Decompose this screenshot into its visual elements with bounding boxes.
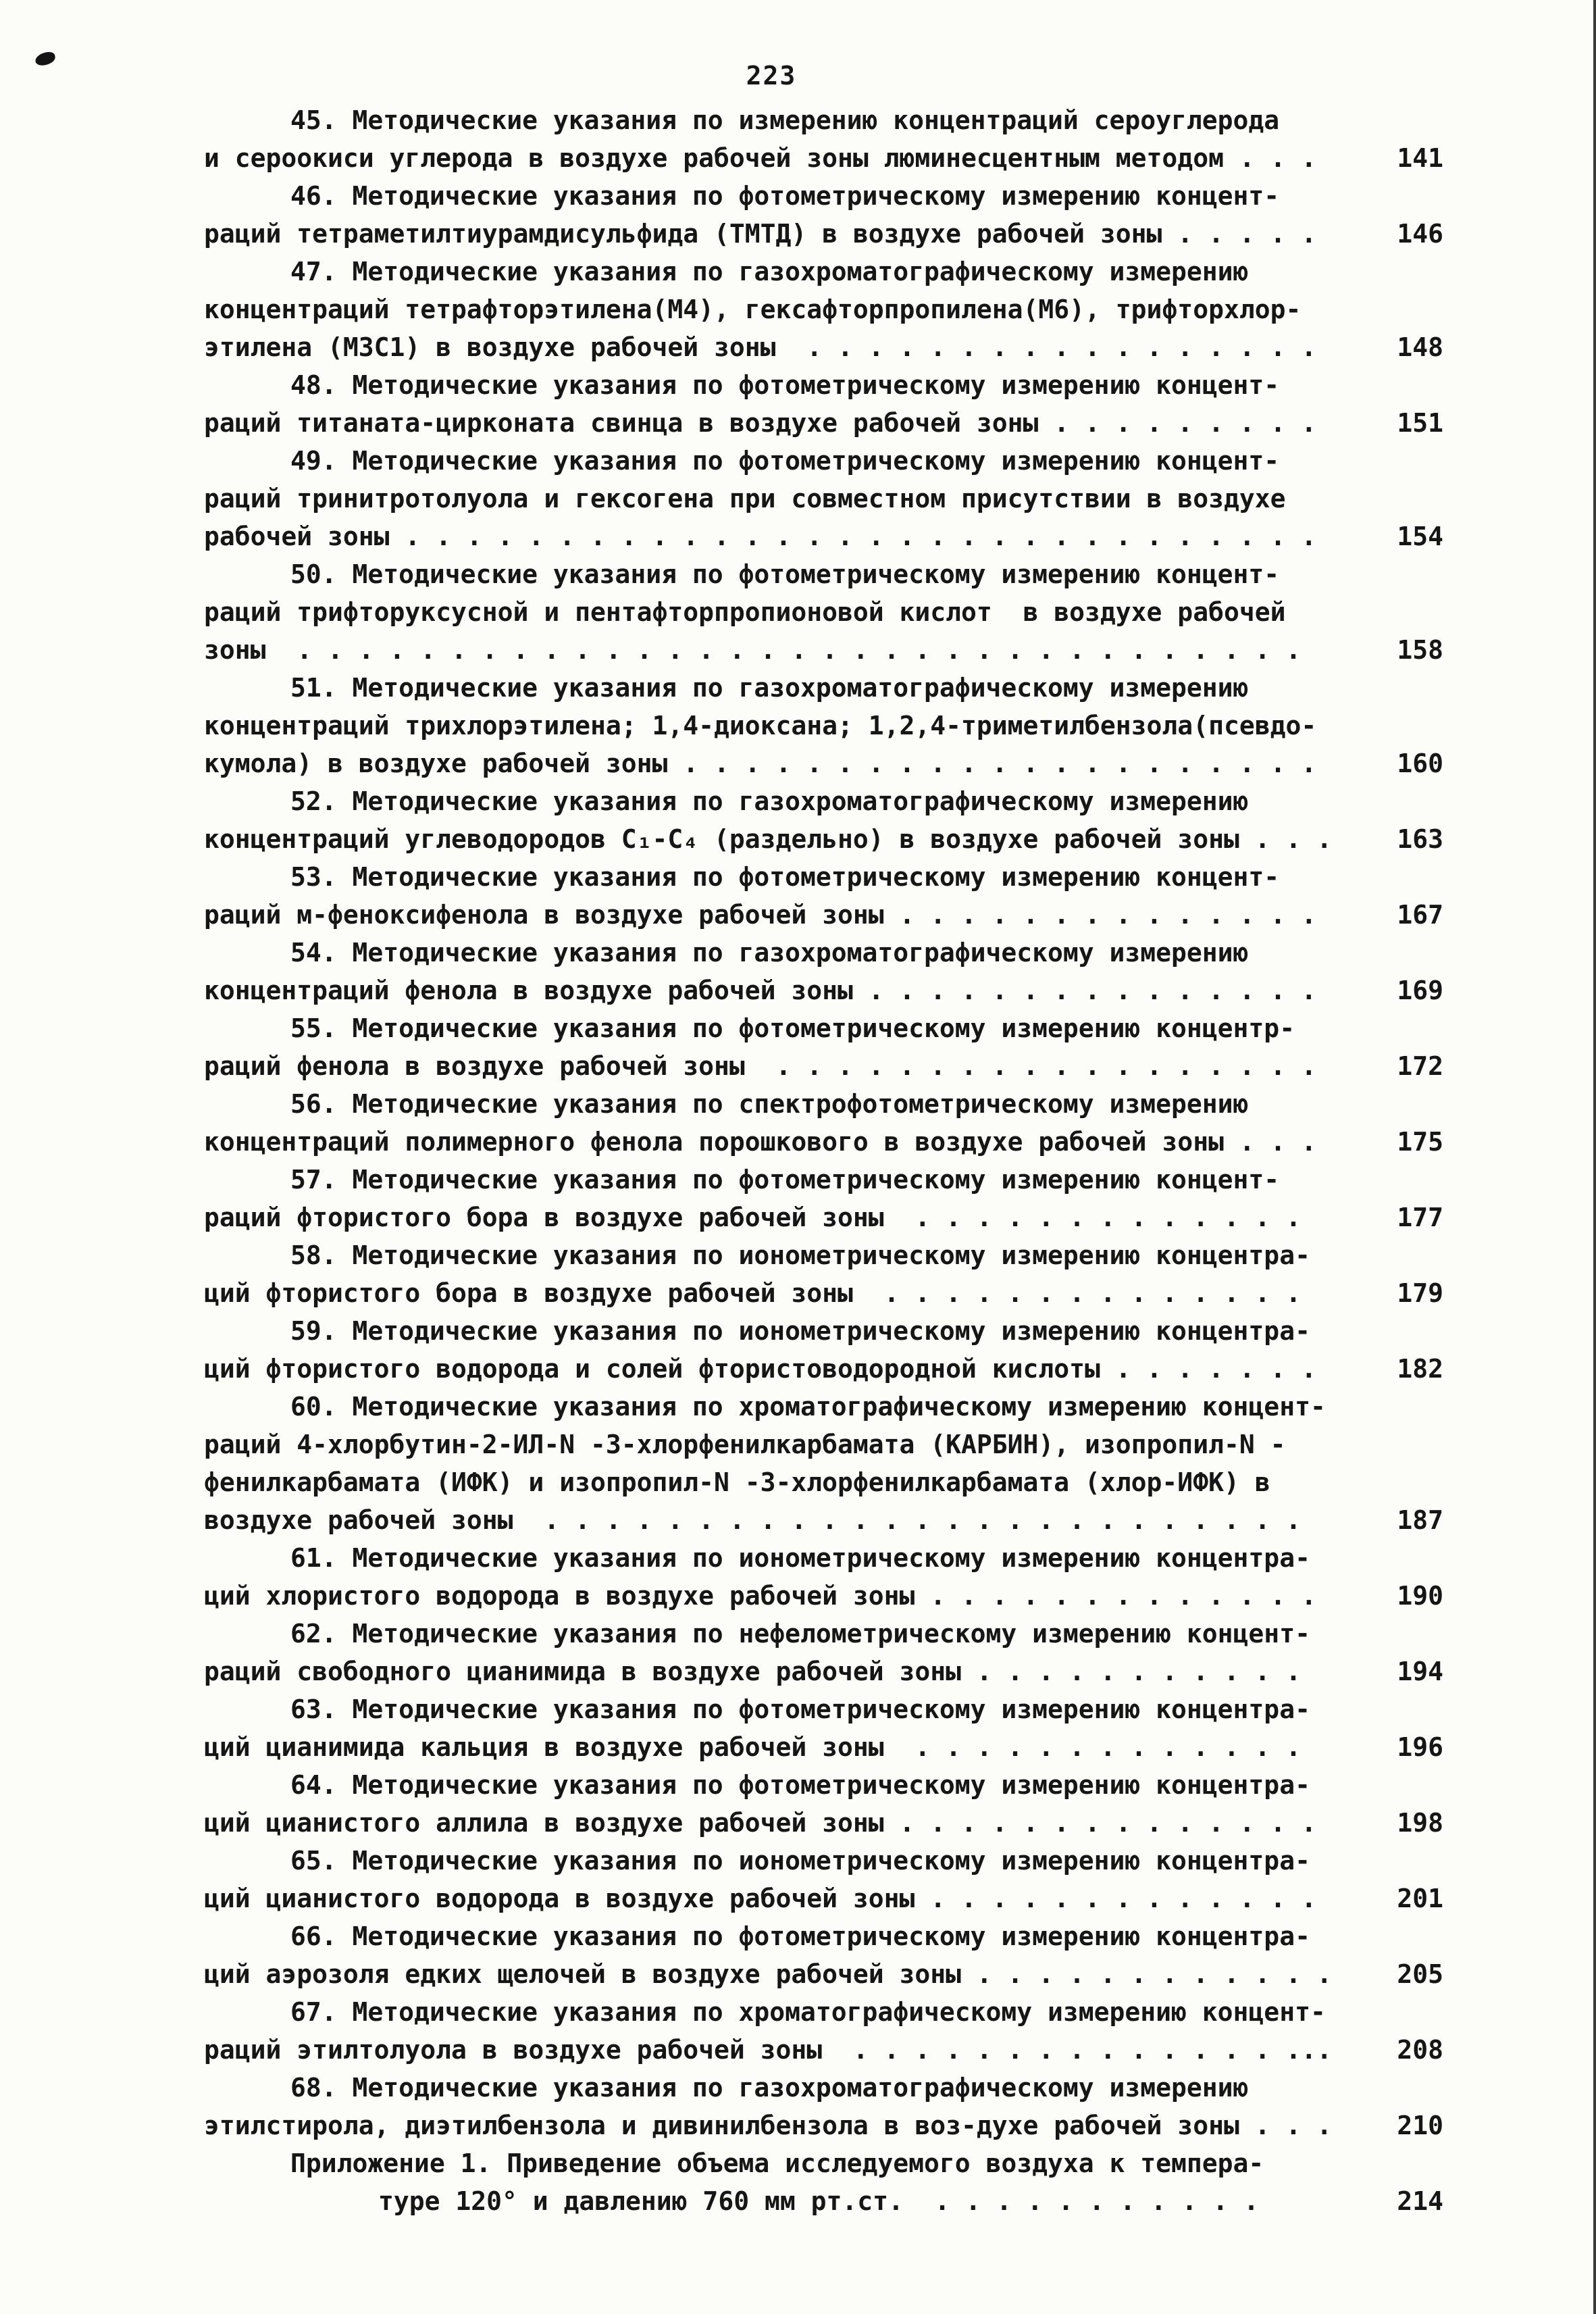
toc-entry (204, 2144, 1443, 2220)
toc-page-ref: 151 (1397, 408, 1443, 438)
toc-entry (204, 1615, 1443, 1690)
toc-entry (204, 253, 1443, 366)
toc-entry-line: 45. Методические указания по измерению концентраций сероуглерода (290, 105, 1280, 135)
toc-page-ref: 187 (1397, 1505, 1443, 1535)
scan-artifact-mark (34, 51, 56, 68)
toc-entry (204, 1161, 1443, 1236)
toc-entry-line: раций трифторуксусной и пентафторпропионовой кислот в воздухе рабочей (204, 597, 1286, 627)
toc-entry-line: ций хлористого водорода в воздухе рабочей зоны . . . . . . . . . . . . . (204, 1581, 1317, 1611)
toc-entry (204, 177, 1443, 253)
toc-entry-line: концентраций углеводородов С₁-С₄ (раздельно) в воздухе рабочей зоны . . . (204, 824, 1333, 854)
page-number: 223 (746, 61, 797, 91)
toc-page-ref: 146 (1397, 219, 1443, 249)
toc-entry-line: 66. Методические указания по фотометрическому измерению концентра- (290, 1921, 1310, 1951)
toc-page-ref: 201 (1397, 1884, 1443, 1913)
toc-entry-line: концентраций трихлорэтилена; 1,4-диоксана; 1,2,4-триметилбензола(псевдо- (204, 711, 1317, 740)
toc-entry-line: кумола) в воздухе рабочей зоны . . . . . . . . . . . . . . . . . . . . . (204, 749, 1317, 778)
toc-entry-line: 68. Методические указания по газохроматографическому измерению (290, 2073, 1249, 2103)
toc-entry (204, 2069, 1443, 2144)
toc-entry-line: зоны . . . . . . . . . . . . . . . . . . . . . . . . . . . . . . . . . (204, 635, 1302, 665)
toc-entry-line: 56. Методические указания по спектрофотометрическому измерению (290, 1089, 1249, 1119)
toc-page-ref: 175 (1397, 1127, 1443, 1157)
toc-entry (204, 1842, 1443, 1917)
toc-entry-line: 62. Методические указания по нефелометрическому измерению концент- (290, 1619, 1310, 1649)
toc-page-ref: 172 (1397, 1051, 1443, 1081)
toc-page-ref: 208 (1397, 2035, 1443, 2065)
toc-page-ref: 198 (1397, 1808, 1443, 1838)
toc-page-ref: 205 (1397, 1959, 1443, 1989)
toc-entry-line: этилена (М3С1) в воздухе рабочей зоны . . . . . . . . . . . . . . . . . (204, 332, 1317, 362)
toc-entry (204, 1009, 1443, 1085)
toc-entry (204, 1690, 1443, 1766)
toc-entry-line: раций 4-хлорбутин-2-ИЛ-N -3-хлорфенилкарбамата (КАРБИН), изопропил-N - (204, 1430, 1286, 1459)
toc-entry (204, 101, 1443, 177)
toc-entry-line: ций цианистого аллила в воздухе рабочей зоны . . . . . . . . . . . . . . (204, 1808, 1317, 1838)
toc-entry-line: концентраций полимерного фенола порошкового в воздухе рабочей зоны . . . (204, 1127, 1317, 1157)
toc-page-ref: 190 (1397, 1581, 1443, 1611)
toc-entry (204, 1388, 1443, 1539)
toc-entry-line: 58. Методические указания по ионометрическому измерению концентра- (290, 1240, 1310, 1270)
toc-entry-line: раций этилтолуола в воздухе рабочей зоны . . . . . . . . . . . . . . ... (204, 2035, 1333, 2065)
toc-entry-line: воздухе рабочей зоны . . . . . . . . . . . . . . . . . . . . . . . . . (204, 1505, 1302, 1535)
toc-entry (204, 1312, 1443, 1388)
toc-entry-line: раций фтористого бора в воздухе рабочей зоны . . . . . . . . . . . . . (204, 1203, 1302, 1232)
toc-entry (204, 669, 1443, 782)
toc-entry (204, 934, 1443, 1009)
toc-entry (204, 366, 1443, 442)
toc-page-ref: 141 (1397, 143, 1443, 173)
toc-entry-line: 67. Методические указания по хроматографическому измерению концент- (290, 1997, 1326, 2027)
toc-entry-line: 48. Методические указания по фотометрическому измерению концент- (290, 370, 1280, 400)
toc-entry-line: 60. Методические указания по хроматографическому измерению концент- (290, 1392, 1326, 1422)
toc-entry-line: 50. Методические указания по фотометрическому измерению концент- (290, 559, 1280, 589)
toc-entry-line: и сероокиси углерода в воздухе рабочей зоны люминесцентным методом . . . (204, 143, 1317, 173)
toc-entry-line: раций фенола в воздухе рабочей зоны . . . . . . . . . . . . . . . . . . (204, 1051, 1317, 1081)
toc-entry-line: туре 120° и давлению 760 мм рт.ст. . . . . . . . . . . . (378, 2186, 1260, 2216)
toc-entry-line: 49. Методические указания по фотометрическому измерению концент- (290, 446, 1280, 476)
toc-entry-line: Приложение 1. Приведение объема исследуемого воздуха к темпера- (290, 2148, 1264, 2178)
toc-entry-line: 47. Методические указания по газохроматографическому измерению (290, 257, 1249, 286)
toc-entry-line: 61. Методические указания по ионометрическому измерению концентра- (290, 1543, 1310, 1573)
toc-entry-line: 52. Методические указания по газохроматографическому измерению (290, 786, 1249, 816)
toc-entry-line: 54. Методические указания по газохроматографическому измерению (290, 938, 1249, 967)
toc-page-ref: 163 (1397, 824, 1443, 854)
toc-entry (204, 782, 1443, 858)
toc-entry-line: концентраций фенола в воздухе рабочей зоны . . . . . . . . . . . . . . . (204, 976, 1317, 1005)
toc-entry-line: раций тринитротолуола и гексогена при совместном присутствии в воздухе (204, 484, 1286, 513)
toc-entry (204, 1917, 1443, 1993)
toc-page-ref: 214 (1397, 2186, 1443, 2216)
toc-entry-line: ций цианимида кальция в воздухе рабочей зоны . . . . . . . . . . . . . (204, 1732, 1302, 1762)
toc-page-ref: 182 (1397, 1354, 1443, 1384)
toc-page-ref: 210 (1397, 2111, 1443, 2140)
toc-entry (204, 555, 1443, 669)
toc-entry-line: 65. Методические указания по ионометрическому измерению концентра- (290, 1846, 1310, 1876)
toc-entry-line: раций тетраметилтиурамдисульфида (ТМТД) в воздухе рабочей зоны . . . . . (204, 219, 1317, 249)
toc-entry-line: 64. Методические указания по фотометрическому измерению концентра- (290, 1770, 1310, 1800)
toc-entry-line: 55. Методические указания по фотометрическому измерению концентр- (290, 1013, 1295, 1043)
toc-entry-line: ций фтористого водорода и солей фтористоводородной кислоты . . . . . . . (204, 1354, 1317, 1384)
toc-entry-line: 57. Методические указания по фотометрическому измерению концент- (290, 1165, 1280, 1194)
toc-page-ref: 167 (1397, 900, 1443, 930)
toc-page-ref: 158 (1397, 635, 1443, 665)
toc-page-ref: 179 (1397, 1278, 1443, 1308)
toc-entry-line: 46. Методические указания по фотометрическому измерению концент- (290, 181, 1280, 211)
toc-entry-line: 53. Методические указания по фотометрическому измерению концент- (290, 862, 1280, 892)
toc-page-ref: 194 (1397, 1657, 1443, 1686)
toc-entry-line: 51. Методические указания по газохроматографическому измерению (290, 673, 1249, 703)
toc-entry-line: раций м-феноксифенола в воздухе рабочей зоны . . . . . . . . . . . . . . (204, 900, 1317, 930)
toc-entry-line: раций титаната-цирконата свинца в воздухе рабочей зоны . . . . . . . . . (204, 408, 1317, 438)
toc-entry (204, 1993, 1443, 2069)
scan-artifact-edge (1593, 0, 1596, 2314)
toc-entry-line: ций цианистого водорода в воздухе рабочей зоны . . . . . . . . . . . . . (204, 1884, 1317, 1913)
toc-entry-line: концентраций тетрафторэтилена(М4), гексафторпропилена(М6), трифторхлор- (204, 295, 1302, 324)
toc-entry-line: ций фтористого бора в воздухе рабочей зоны . . . . . . . . . . . . . . (204, 1278, 1302, 1308)
toc-page-ref: 154 (1397, 522, 1443, 551)
toc-page-ref: 177 (1397, 1203, 1443, 1232)
toc-page-ref: 196 (1397, 1732, 1443, 1762)
toc-entry-line: раций свободного цианимида в воздухе рабочей зоны . . . . . . . . . . . (204, 1657, 1302, 1686)
toc-entry-line: рабочей зоны . . . . . . . . . . . . . . . . . . . . . . . . . . . . . . (204, 522, 1317, 551)
toc-entry (204, 1539, 1443, 1615)
toc-entry-line: 63. Методические указания по фотометрическому измерению концентра- (290, 1694, 1310, 1724)
toc-entry-line: 59. Методические указания по ионометрическому измерению концентра- (290, 1316, 1310, 1346)
toc-list (204, 101, 1443, 2220)
toc-page-ref: 148 (1397, 332, 1443, 362)
toc-entry (204, 442, 1443, 555)
toc-entry (204, 1236, 1443, 1312)
toc-entry (204, 858, 1443, 934)
toc-entry (204, 1085, 1443, 1161)
toc-entry (204, 1766, 1443, 1842)
toc-page-ref: 160 (1397, 749, 1443, 778)
toc-entry-line: фенилкарбамата (ИФК) и изопропил-N -3-хлорфенилкарбамата (хлор-ИФК) в (204, 1467, 1270, 1497)
toc-entry-line: этилстирола, диэтилбензола и дивинилбензола в воз-духе рабочей зоны . . . (204, 2111, 1333, 2140)
toc-page-ref: 169 (1397, 976, 1443, 1005)
toc-entry-line: ций аэрозоля едких щелочей в воздухе рабочей зоны . . . . . . . . . . . . (204, 1959, 1333, 1989)
